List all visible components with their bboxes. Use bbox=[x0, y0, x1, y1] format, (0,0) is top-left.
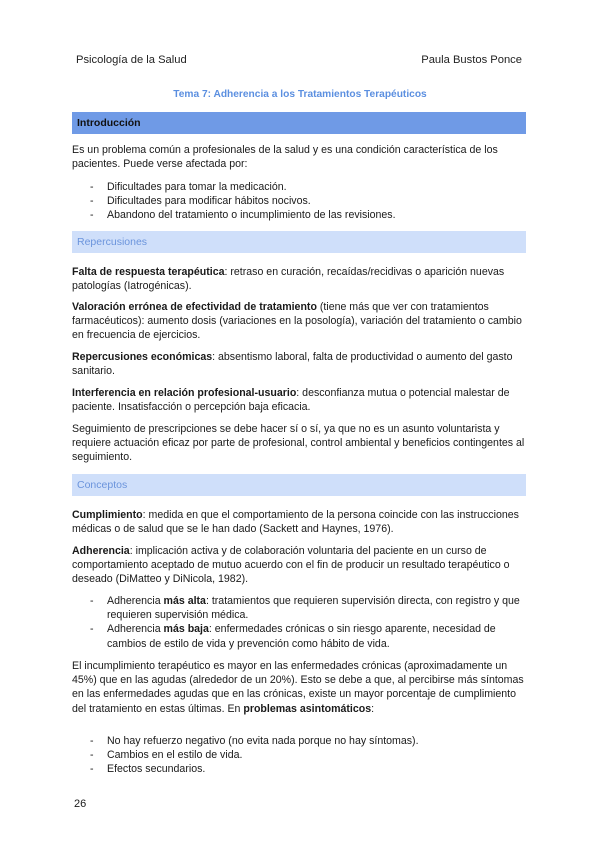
list-item: - Abandono del tratamiento o incumplimiento de las revisiones. bbox=[90, 208, 526, 222]
term-bold: problemas asintomáticos bbox=[243, 702, 372, 715]
item-text: Adherencia bbox=[107, 623, 164, 636]
term-bold: Interferencia en relación profesional-usuario bbox=[72, 387, 297, 399]
page-number: 26 bbox=[74, 798, 87, 810]
item-text: Adherencia bbox=[107, 595, 164, 607]
repercusiones-paragraph-1 bbox=[72, 265, 528, 293]
list-item: - Efectos secundarios. bbox=[90, 762, 526, 776]
paragraph-text: (tiene más que ver con tratamientos farmacéuticos): aumento dosis (variaciones en la posología), variación del tratamiento o cambio en frecuencia de ejercicios. bbox=[72, 301, 522, 342]
term-bold: Cumplimiento bbox=[72, 509, 143, 521]
item-bold: más baja bbox=[163, 623, 209, 636]
page-title: Tema 7: Adherencia a los Tratamientos Terapéuticos bbox=[173, 89, 427, 100]
item-text: : enfermedades crónicas o sin riesgo aparente, necesidad de cambios de estilo de vida y prevención como hábito de vida. bbox=[107, 623, 496, 650]
header-author: Paula Bustos Ponce bbox=[421, 54, 522, 66]
conceptos-paragraph-1 bbox=[72, 508, 528, 536]
paragraph-text: : medida en que el comportamiento de la persona coincide con las instrucciones médicas o de salud que se le han dado (Sackett and Haynes, 1976). bbox=[72, 509, 519, 536]
section-heading-repercusiones: Repercusiones bbox=[72, 231, 526, 253]
paragraph-text: El incumplimiento terapéutico es mayor en las enfermedades crónicas (aproximadamente un 45%) que en las agudas (alrededor de un 20%). Esto se debe a que, al percibirse más síntomas en las enfermedades agudas que en las crónicas, existe un mayor porcentaje de cumplimiento del tratamiento en estas últimas. En bbox=[72, 660, 524, 715]
paragraph-text: : implicación activa y de colaboración voluntaria del paciente en un curso de comportamiento aceptado de mutuo acuerdo con el fin de producir un resultado terapéutico o deseado (DiMatteo y DiNicola, 1982). bbox=[72, 545, 510, 586]
paragraph-text: : bbox=[371, 702, 375, 715]
list-item bbox=[90, 622, 526, 650]
item-text: : tratamientos que requieren supervisión directa, con registro y que requieren supervisión médica. bbox=[107, 595, 520, 622]
section-heading-introduccion: Introducción bbox=[72, 112, 526, 134]
term-bold: Repercusiones económicas bbox=[72, 351, 213, 363]
repercusiones-paragraph-2 bbox=[72, 300, 528, 343]
repercusiones-paragraph-5: Seguimiento de prescripciones se debe hacer sí o sí, ya que no es un asunto voluntarista y requiere actuación eficaz por parte de profesional, control ambiental y beneficios contingentes al seguimiento. bbox=[72, 423, 525, 464]
asintomaticos-list bbox=[90, 734, 526, 777]
term-bold: Adherencia bbox=[72, 545, 130, 557]
conceptos-paragraph-2 bbox=[72, 544, 528, 587]
paragraph-text: : desconfianza mutua o potencial malestar de paciente. Insatisfacción o percepción baja eficacia. bbox=[72, 387, 510, 414]
item-bold: más alta bbox=[163, 595, 206, 607]
intro-list bbox=[90, 180, 526, 223]
list-item bbox=[90, 594, 526, 622]
list-item: - No hay refuerzo negativo (no evita nada porque no hay síntomas). bbox=[90, 734, 526, 748]
repercusiones-paragraph-3 bbox=[72, 350, 528, 378]
repercusiones-paragraph-4 bbox=[72, 386, 528, 414]
adherencia-list bbox=[90, 594, 526, 651]
section-heading-conceptos: Conceptos bbox=[72, 474, 526, 496]
paragraph-text: : absentismo laboral, falta de productividad o aumento del gasto sanitario. bbox=[72, 351, 513, 378]
header-subject: Psicología de la Salud bbox=[76, 54, 187, 66]
list-item: - Cambios en el estilo de vida. bbox=[90, 748, 526, 762]
term-bold: Valoración errónea de efectividad de tratamiento bbox=[72, 301, 317, 313]
term-bold: Falta de respuesta terapéutica bbox=[72, 266, 225, 278]
intro-paragraph: Es un problema común a profesionales de la salud y es una condición característica de los pacientes. Puede verse afectada por: bbox=[72, 144, 498, 171]
list-item: - Dificultades para tomar la medicación. bbox=[90, 180, 526, 194]
conceptos-paragraph-3 bbox=[72, 659, 528, 716]
list-item: - Dificultades para modificar hábitos nocivos. bbox=[90, 194, 526, 208]
paragraph-text: : retraso en curación, recaídas/recidivas o aparición nuevas patologías (Iatrogénicas). bbox=[72, 266, 505, 293]
